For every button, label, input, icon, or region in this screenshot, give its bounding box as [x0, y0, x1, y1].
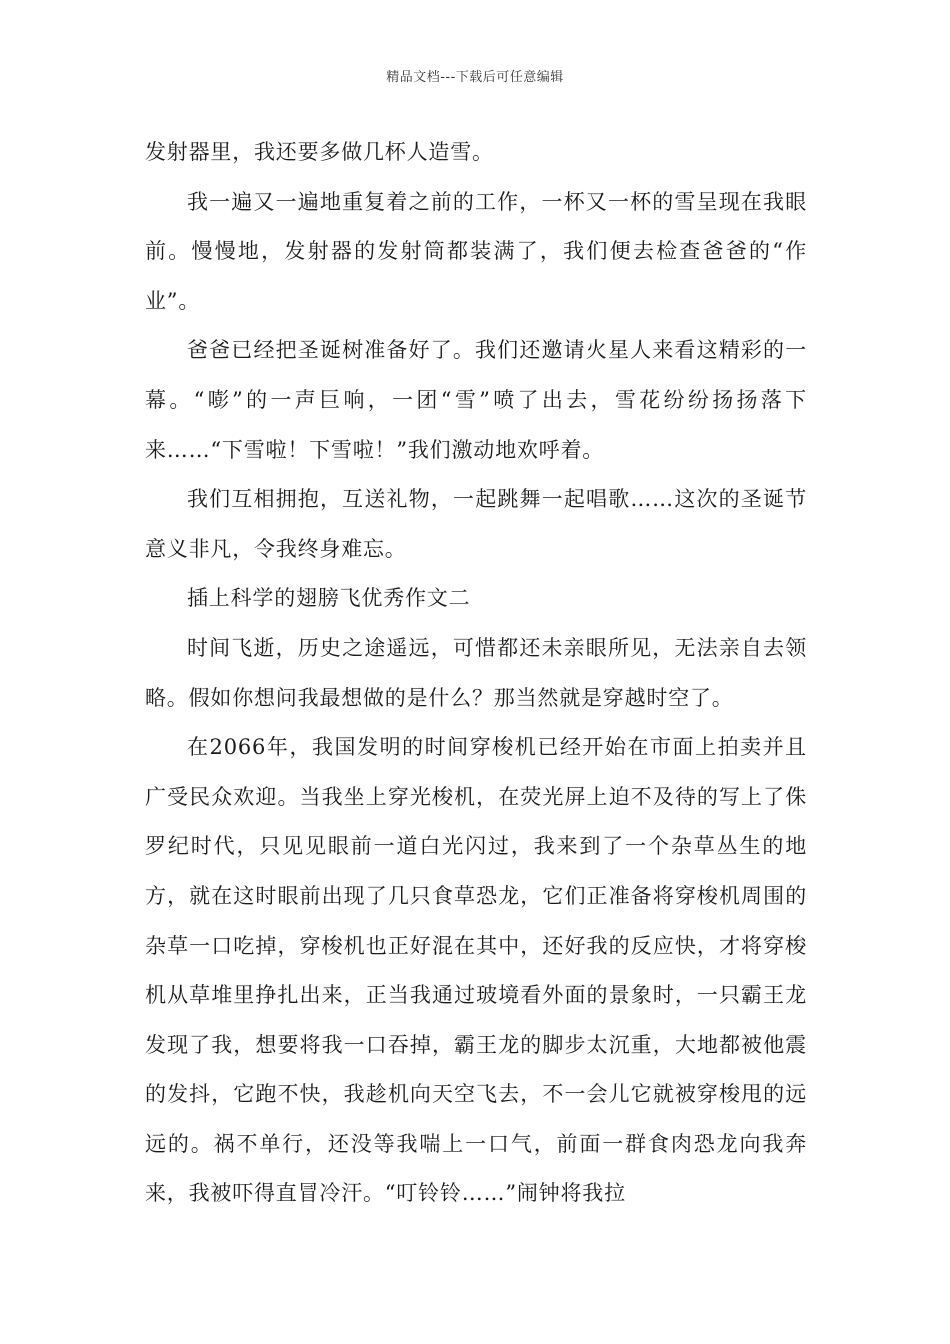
paragraph: 时间飞逝，历史之途遥远，可惜都还未亲眼所见，无法亲自去领略。假如你想问我最想做的是什么？那当然就是穿越时空了。: [145, 635, 807, 710]
paragraph: 我们互相拥抱，互送礼物，一起跳舞一起唱歌……这次的圣诞节意义非凡，令我终身难忘。: [145, 487, 807, 561]
paragraph: 在2066年，我国发明的时间穿梭机已经开始在市面上拍卖并且广受民众欢迎。当我坐上穿光梭机，在荧光屏上迫不及待的写上了侏罗纪时代，只见见眼前一道白光闪过，我来到了一个杂草丛生的地方，就在这时眼前出现了几只食草恐龙，它们正准备将穿梭机周围的杂草一口吃掉，穿梭机也正好混在其中，还好我的反应快，才将穿梭机从草堆里挣扎出来，正当我通过玻境看外面的景象时，一只霸王龙发现了我，想要将我一口吞掉，霸王龙的脚步太沉重，大地都被他震的发抖，它跑不快，我趁机向天空飞去，不一会儿它就被穿梭甩的远远的。祸不单行，还没等我喘上一口气，前面一群食肉恐龙向我奔来，我被吓得直冒冷汗。“叮铃铃……”闹钟将我拉: [145, 735, 807, 1206]
document-body: [145, 128, 807, 1219]
paragraph: 我一遍又一遍地重复着之前的工作，一杯又一杯的雪呈现在我眼前。慢慢地，发射器的发射筒都装满了，我们便去检查爸爸的“作业”。: [145, 189, 807, 313]
section-title: 插上科学的翅膀飞优秀作文二: [187, 586, 471, 611]
paragraph: 爸爸已经把圣诞树准备好了。我们还邀请火星人来看这精彩的一幕。“嘭”的一声巨响，一团“雪”喷了出去，雪花纷纷扬扬落下来……“下雪啦！下雪啦！”我们激动地欢呼着。: [145, 338, 807, 462]
page-header: 精品文档---下载后可任意编辑: [386, 70, 564, 85]
paragraph-continuation: 发射器里，我还要多做几杯人造雪。: [145, 140, 494, 164]
